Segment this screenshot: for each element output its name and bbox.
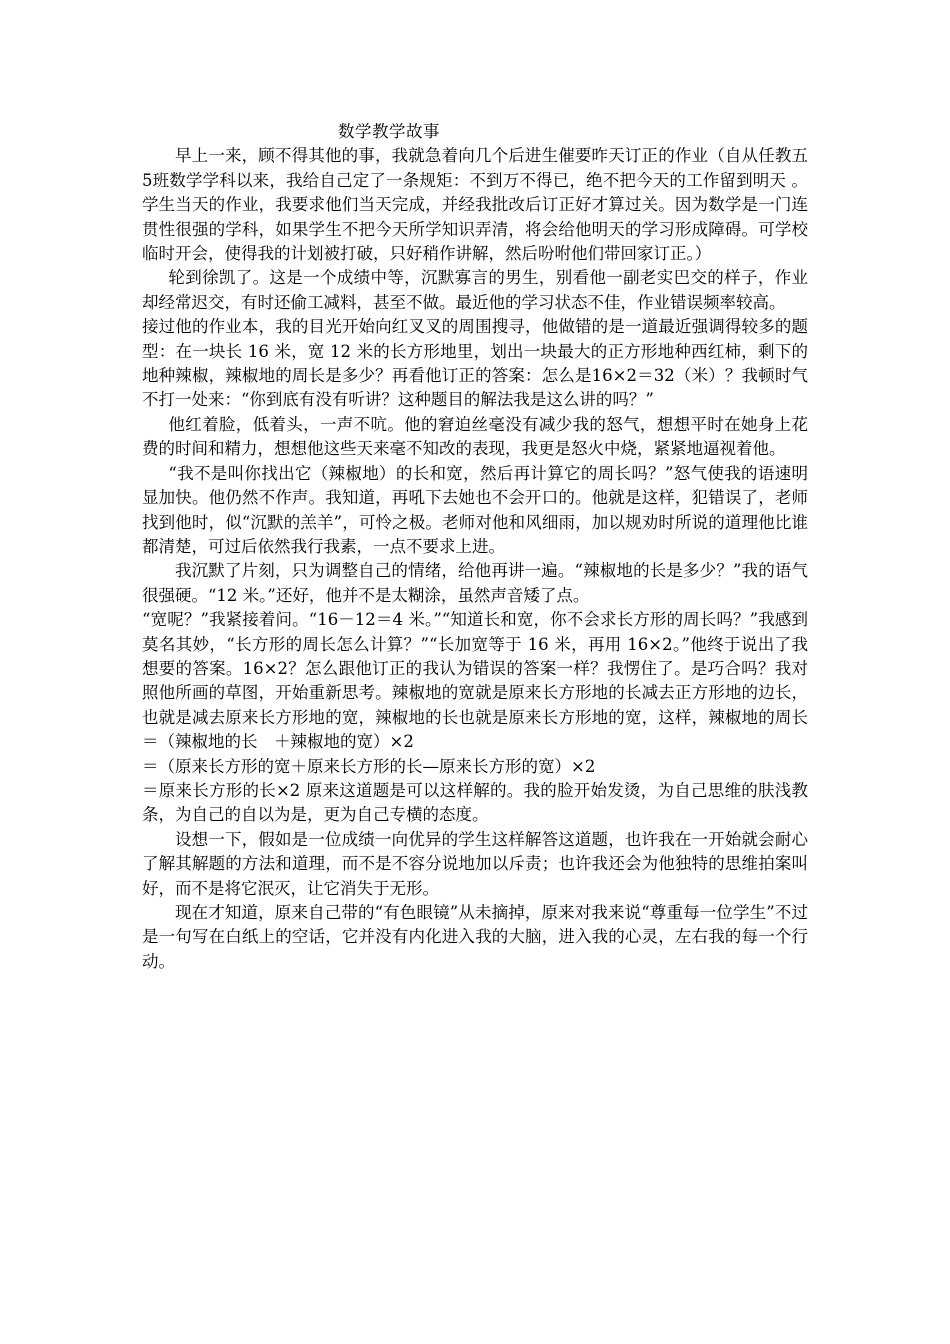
paragraph-8: ＝（原来长方形的宽＋原来长方形的长—原来长方形的宽）×2 (142, 756, 596, 776)
paragraph-2: 轮到徐凯了。这是一个成绩中等，沉默寡言的男生，别看他一副老实巴交的样子，作业却经常迟交，有时还偷工减料，甚至不做。最近他的学习状态不佳，作业错误频率较高。 (142, 268, 808, 312)
paragraph-5: “我不是叫你找出它（辣椒地）的长和宽，然后再计算它的周长吗？”怒气使我的语速明显加快。他仍然不作声。我知道，再吼下去她也不会开口的。他就是这样，犯错误了，老师找到他时，似“沉默的羔羊”，可怜之极。老师对他和风细雨，加以规劝时所说的道理他比谁都清楚，可过后依然我行我素，一点不要求上进。 (142, 463, 808, 556)
paragraph-4: 他红着脸，低着头，一声不吭。他的窘迫丝毫没有减少我的怒气，想想平时在她身上花费的时间和精力，想想他这些天来毫不知改的表现，我更是怒火中烧，紧紧地逼视着他。 (142, 414, 808, 459)
document-title: 数学教学故事 (338, 122, 440, 141)
paragraph-3: 接过他的作业本，我的目光开始向红叉叉的周围搜寻，他做错的是一道最近强调得较多的题型：在一块长 16 米，宽 12 米的长方形地里，划出一块最大的正方形地种西红柿，剩下的地种辣椒，辣椒地的周长是多少？再看他订正的答案：怎么是16×2＝32（米）？我顿时气不打一处来：“你到底有没有听讲？这种题目的解法我是这么讲的吗？” (142, 317, 808, 410)
paragraph-9: ＝原来长方形的长×2 原来这道题是可以这样解的。我的脸开始发烫，为自己思维的肤浅教条，为自己的自以为是，更为自己专横的态度。 (142, 780, 808, 825)
paragraph-6: 我沉默了片刻，只为调整自己的情绪，给他再讲一遍。“辣椒地的长是多少？”我的语气很强硬。“12 米。”还好，他并不是太糊涂，虽然声音矮了点。 (142, 561, 808, 605)
document-body (142, 120, 808, 974)
paragraph-11: 现在才知道，原来自己带的“有色眼镜”从未摘掉，原来对我来说“尊重每一位学生”不过是一句写在白纸上的空话，它并没有内化进入我的大脑，进入我的心灵，左右我的每一个行动。 (142, 903, 808, 971)
paragraph-7: “宽呢？”我紧接着问。“16－12＝4 米。”“知道长和宽，你不会求长方形的周长吗？”我感到莫名其妙，“长方形的周长怎么计算？”“长加宽等于 16 米，再用 16×2。”他终于说出了我想要的答案。16×2？怎么跟他订正的我认为错误的答案一样？我愣住了。是巧合吗？我对照他所画的草图，开始重新思考。辣椒地的宽就是原来长方形地的长减去正方形地的边长，也就是减去原来长方形地的宽，辣椒地的长也就是原来长方形地的宽，这样，辣椒地的周长＝（辣椒地的长 ＋辣椒地的宽）×2 (142, 610, 808, 752)
paragraph-10: 设想一下，假如是一位成绩一向优异的学生这样解答这道题，也许我在一开始就会耐心了解其解题的方法和道理，而不是不容分说地加以斥责；也许我还会为他独特的思维拍案叫好，而不是将它泯灭，让它消失于无形。 (142, 829, 808, 898)
paragraph-1: 早上一来，顾不得其他的事，我就急着向几个后进生催要昨天订正的作业（自从任教五5班数学学科以来，我给自己定了一条规矩：不到万不得已，绝不把今天的工作留到明天 。学生当天的作业，我要求他们当天完成，并经我批改后订正好才算过关。因为数学是一门连贯性很强的学科，如果学生不把今天所学知识弄清，将会给他明天的学习形成障碍。可学校临时开会，使得我的计划被打破，只好稍作讲解，然后吩咐他们带回家订正。） (142, 146, 808, 264)
